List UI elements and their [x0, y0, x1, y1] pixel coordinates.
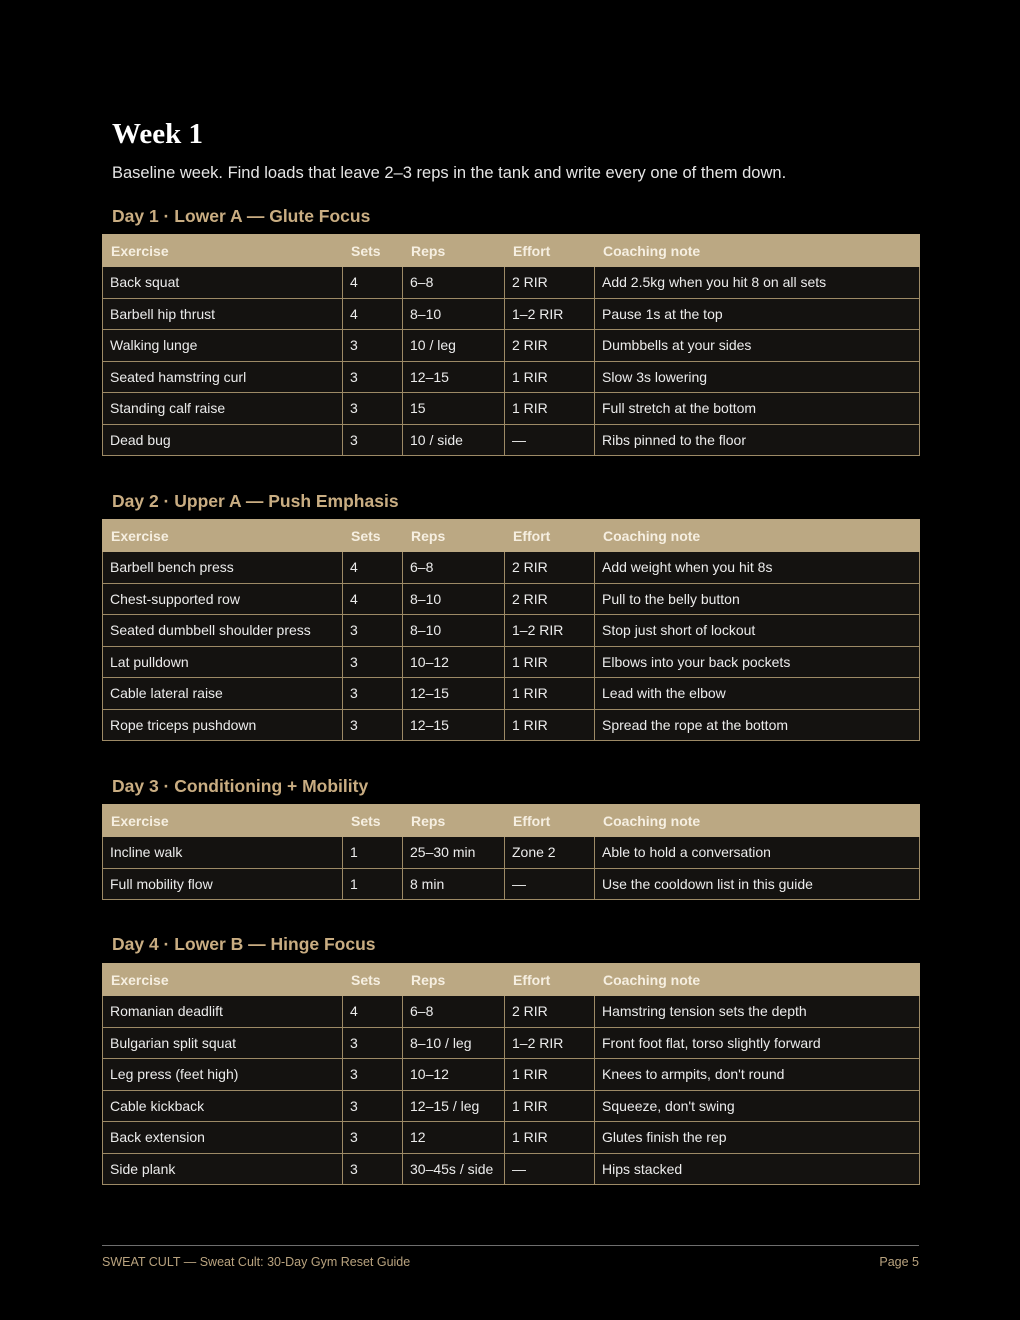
exercise-cell: Incline walk [103, 837, 343, 869]
sets-cell: 3 [343, 646, 403, 678]
exercise-cell: Barbell hip thrust [103, 298, 343, 330]
table-row [103, 1153, 920, 1185]
table-header-row [103, 805, 920, 837]
exercise-cell: Chest-supported row [103, 583, 343, 615]
column-header-coaching-note: Coaching note [595, 520, 920, 552]
reps-cell: 8–10 [403, 583, 505, 615]
exercise-cell: Back extension [103, 1122, 343, 1154]
reps-cell: 10–12 [403, 1059, 505, 1091]
table-row [103, 709, 920, 741]
reps-cell: 12 [403, 1122, 505, 1154]
coaching-note-cell: Spread the rope at the bottom [595, 709, 920, 741]
effort-cell: 2 RIR [505, 996, 595, 1028]
table-row [103, 678, 920, 710]
exercise-cell: Cable kickback [103, 1090, 343, 1122]
reps-cell: 6–8 [403, 996, 505, 1028]
sets-cell: 3 [343, 1059, 403, 1091]
reps-cell: 30–45s / side [403, 1153, 505, 1185]
table-row [103, 424, 920, 456]
sets-cell: 4 [343, 552, 403, 584]
effort-cell: 1–2 RIR [505, 615, 595, 647]
table-row [103, 646, 920, 678]
sets-cell: 4 [343, 267, 403, 299]
exercise-cell: Back squat [103, 267, 343, 299]
week-intro: Baseline week. Find loads that leave 2–3 reps in the tank and write every one of them down. [112, 164, 787, 182]
column-header-coaching-note: Coaching note [595, 964, 920, 996]
exercise-cell: Side plank [103, 1153, 343, 1185]
coaching-note-cell: Ribs pinned to the floor [595, 424, 920, 456]
column-header-exercise: Exercise [103, 520, 343, 552]
exercise-cell: Bulgarian split squat [103, 1027, 343, 1059]
effort-cell: 1 RIR [505, 646, 595, 678]
coaching-note-cell: Slow 3s lowering [595, 361, 920, 393]
coaching-note-cell: Use the cooldown list in this guide [595, 868, 920, 900]
reps-cell: 15 [403, 393, 505, 425]
exercise-cell: Rope triceps pushdown [103, 709, 343, 741]
exercise-cell: Lat pulldown [103, 646, 343, 678]
coaching-note-cell: Dumbbells at your sides [595, 330, 920, 362]
table-header-row [103, 520, 920, 552]
coaching-note-cell: Pull to the belly button [595, 583, 920, 615]
coaching-note-cell: Knees to armpits, don't round [595, 1059, 920, 1091]
day-1-table [102, 234, 920, 456]
effort-cell: 2 RIR [505, 583, 595, 615]
coaching-note-cell: Lead with the elbow [595, 678, 920, 710]
exercise-cell: Seated hamstring curl [103, 361, 343, 393]
exercise-cell: Cable lateral raise [103, 678, 343, 710]
effort-cell: 1 RIR [505, 1090, 595, 1122]
table-header-row [103, 235, 920, 267]
column-header-exercise: Exercise [103, 235, 343, 267]
sets-cell: 3 [343, 709, 403, 741]
column-header-reps: Reps [403, 964, 505, 996]
sets-cell: 3 [343, 361, 403, 393]
sets-cell: 3 [343, 1153, 403, 1185]
effort-cell: 1–2 RIR [505, 1027, 595, 1059]
footer-guide-title: SWEAT CULT — Sweat Cult: 30-Day Gym Reset Guide [102, 1255, 411, 1269]
sets-cell: 4 [343, 996, 403, 1028]
effort-cell: — [505, 1153, 595, 1185]
effort-cell: — [505, 424, 595, 456]
table-row [103, 330, 920, 362]
table-row [103, 393, 920, 425]
table-header-row [103, 964, 920, 996]
effort-cell: 1 RIR [505, 1122, 595, 1154]
column-header-sets: Sets [343, 964, 403, 996]
sets-cell: 1 [343, 868, 403, 900]
reps-cell: 25–30 min [403, 837, 505, 869]
column-header-sets: Sets [343, 520, 403, 552]
effort-cell: 2 RIR [505, 267, 595, 299]
reps-cell: 12–15 [403, 678, 505, 710]
sets-cell: 3 [343, 615, 403, 647]
exercise-cell: Dead bug [103, 424, 343, 456]
exercise-cell: Leg press (feet high) [103, 1059, 343, 1091]
day-1-heading: Day 1 · Lower A — Glute Focus [112, 206, 371, 226]
column-header-sets: Sets [343, 805, 403, 837]
column-header-exercise: Exercise [103, 805, 343, 837]
effort-cell: 1 RIR [505, 361, 595, 393]
coaching-note-cell: Pause 1s at the top [595, 298, 920, 330]
sets-cell: 3 [343, 1090, 403, 1122]
reps-cell: 12–15 / leg [403, 1090, 505, 1122]
effort-cell: 1 RIR [505, 393, 595, 425]
reps-cell: 8–10 [403, 615, 505, 647]
coaching-note-cell: Front foot flat, torso slightly forward [595, 1027, 920, 1059]
sets-cell: 4 [343, 298, 403, 330]
reps-cell: 8–10 [403, 298, 505, 330]
reps-cell: 12–15 [403, 709, 505, 741]
effort-cell: 1 RIR [505, 1059, 595, 1091]
exercise-cell: Standing calf raise [103, 393, 343, 425]
column-header-reps: Reps [403, 805, 505, 837]
column-header-effort: Effort [505, 235, 595, 267]
effort-cell: 1–2 RIR [505, 298, 595, 330]
day-2-table [102, 519, 920, 741]
table-row [103, 298, 920, 330]
coaching-note-cell: Able to hold a conversation [595, 837, 920, 869]
effort-cell: — [505, 868, 595, 900]
table-row [103, 361, 920, 393]
sets-cell: 3 [343, 1027, 403, 1059]
column-header-effort: Effort [505, 805, 595, 837]
table-row [103, 868, 920, 900]
column-header-effort: Effort [505, 964, 595, 996]
day-4-table [102, 963, 920, 1185]
day-2-heading: Day 2 · Upper A — Push Emphasis [112, 491, 399, 511]
table-row [103, 1122, 920, 1154]
column-header-reps: Reps [403, 520, 505, 552]
sets-cell: 1 [343, 837, 403, 869]
reps-cell: 10–12 [403, 646, 505, 678]
table-row [103, 1059, 920, 1091]
reps-cell: 10 / side [403, 424, 505, 456]
coaching-note-cell: Hips stacked [595, 1153, 920, 1185]
exercise-cell: Barbell bench press [103, 552, 343, 584]
coaching-note-cell: Full stretch at the bottom [595, 393, 920, 425]
column-header-coaching-note: Coaching note [595, 805, 920, 837]
reps-cell: 6–8 [403, 552, 505, 584]
table-row [103, 837, 920, 869]
effort-cell: 1 RIR [505, 678, 595, 710]
reps-cell: 8–10 / leg [403, 1027, 505, 1059]
effort-cell: 2 RIR [505, 330, 595, 362]
reps-cell: 6–8 [403, 267, 505, 299]
page-title: Week 1 [112, 118, 204, 150]
reps-cell: 8 min [403, 868, 505, 900]
coaching-note-cell: Add 2.5kg when you hit 8 on all sets [595, 267, 920, 299]
exercise-cell: Seated dumbbell shoulder press [103, 615, 343, 647]
sets-cell: 3 [343, 1122, 403, 1154]
table-row [103, 583, 920, 615]
exercise-cell: Walking lunge [103, 330, 343, 362]
day-3-table [102, 804, 920, 900]
coaching-note-cell: Hamstring tension sets the depth [595, 996, 920, 1028]
table-row [103, 615, 920, 647]
coaching-note-cell: Squeeze, don't swing [595, 1090, 920, 1122]
day-3-heading: Day 3 · Conditioning + Mobility [112, 776, 369, 796]
exercise-cell: Full mobility flow [103, 868, 343, 900]
coaching-note-cell: Add weight when you hit 8s [595, 552, 920, 584]
coaching-note-cell: Elbows into your back pockets [595, 646, 920, 678]
footer-divider [102, 1245, 919, 1246]
effort-cell: 1 RIR [505, 709, 595, 741]
reps-cell: 10 / leg [403, 330, 505, 362]
column-header-exercise: Exercise [103, 964, 343, 996]
sets-cell: 3 [343, 330, 403, 362]
coaching-note-cell: Stop just short of lockout [595, 615, 920, 647]
coaching-note-cell: Glutes finish the rep [595, 1122, 920, 1154]
column-header-sets: Sets [343, 235, 403, 267]
table-row [103, 552, 920, 584]
exercise-cell: Romanian deadlift [103, 996, 343, 1028]
table-row [103, 267, 920, 299]
column-header-reps: Reps [403, 235, 505, 267]
effort-cell: 2 RIR [505, 552, 595, 584]
reps-cell: 12–15 [403, 361, 505, 393]
footer-page-number: Page 5 [879, 1255, 919, 1269]
column-header-coaching-note: Coaching note [595, 235, 920, 267]
column-header-effort: Effort [505, 520, 595, 552]
sets-cell: 3 [343, 678, 403, 710]
sets-cell: 3 [343, 424, 403, 456]
sets-cell: 4 [343, 583, 403, 615]
day-4-heading: Day 4 · Lower B — Hinge Focus [112, 934, 376, 954]
sets-cell: 3 [343, 393, 403, 425]
table-row [103, 1090, 920, 1122]
table-row [103, 996, 920, 1028]
effort-cell: Zone 2 [505, 837, 595, 869]
table-row [103, 1027, 920, 1059]
